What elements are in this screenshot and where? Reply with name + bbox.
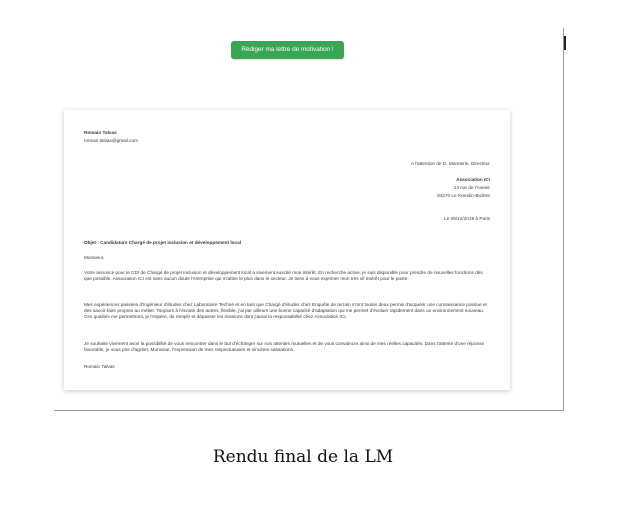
recipient-street: 13 rue de l'Avenir	[453, 185, 490, 190]
greeting: Monsieur,	[84, 255, 105, 260]
signature: Romain Talvas	[84, 364, 115, 369]
letter-preview	[64, 110, 510, 390]
recipient-org: Association ICI	[456, 177, 490, 182]
write-letter-button[interactable]: Rédiger ma lettre de motivation !	[231, 41, 344, 59]
paragraph-1: Votre annonce pour le CDI de Chargé de projet inclusion et développement local a vivement suscité mon intérêt. En recherche active, je suis disponible pour prendre de nouvelles fonctions dès que possible. Association ICI est sans aucun doute l'entreprise qui m'attire le plus dans le secteur. Je tiens à vous exprimer mon très vif intérêt pour le poste.	[84, 270, 483, 282]
sender-email: romain.talvas@gmail.com	[84, 138, 138, 143]
subject-line: Objet : Candidature Chargé de projet inclusion et développement local	[84, 240, 242, 245]
figure-caption: Rendu final de la LM	[212, 447, 394, 467]
text-cursor-icon	[564, 36, 566, 50]
recipient-city: 94270 Le Kremlin-Bicêtre	[437, 193, 490, 198]
recipient-attention: A l'attention de D. Monnerie, Directeur	[410, 161, 490, 166]
date-place: Le 06/12/2019 à Paris	[444, 216, 490, 221]
paragraph-3: Je souhaite vivement avoir la possibilité de vous rencontrer dans le but d'échanger sur nos attentes mutuelles et de vous convaincre ainsi de mes réelles capacités. Dans l'attente d'une réponse favorable, je vous prie d'agréer, Monsieur, l'expression de mes respectueuses et sincères salutations.	[84, 341, 485, 353]
sender-name: Romain Talvas	[84, 130, 117, 135]
frame-bottom-border	[54, 410, 564, 411]
frame-right-border	[563, 28, 564, 411]
paragraph-2: Mes expériences passées d'Ingénieur d'études chez Laboratoire Techné et en tant que Chargé d'études chez Enquête de terrain m'ont toutes deux permis d'acquérir une connaissance pointue et des savoir-faire propres au métier. Toujours à l'écoute des autres, flexible, j'ai par ailleurs une bonne capacité d'adaptation qui me permet d'évoluer rapidement dans un environnement nouveau. Ces qualités me permettront, je l'espère, de remplir et dépasser les missions dont j'aurai la responsabilité chez Association ICI.	[84, 302, 487, 320]
